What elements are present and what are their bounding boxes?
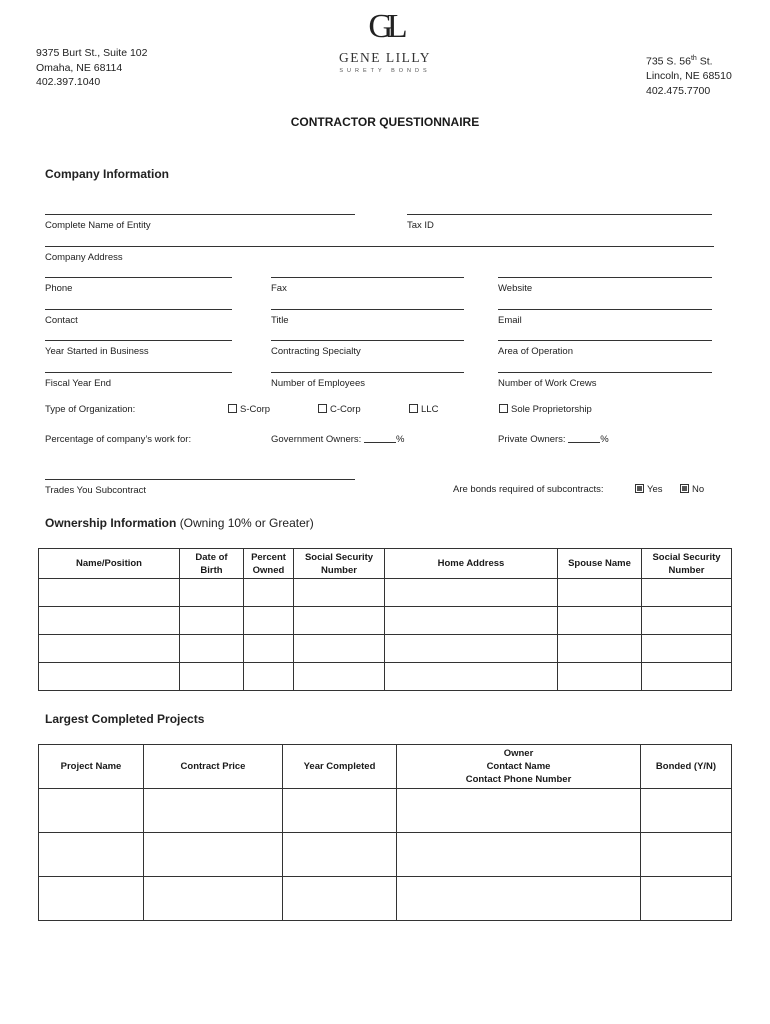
bonds-yes-checkbox[interactable]: [635, 484, 644, 493]
website-line[interactable]: [498, 277, 712, 278]
table-cell[interactable]: [39, 789, 144, 833]
table-cell[interactable]: [144, 877, 283, 921]
fiscal-year-line[interactable]: [45, 372, 232, 373]
private-owners-blank[interactable]: [568, 434, 600, 443]
table-cell[interactable]: [244, 579, 294, 607]
projects-table: [38, 744, 732, 921]
entity-name-field[interactable]: [45, 214, 355, 231]
ownership-column-header: [642, 549, 732, 579]
table-cell[interactable]: [558, 635, 642, 663]
table-cell[interactable]: [642, 635, 732, 663]
table-cell[interactable]: [641, 877, 732, 921]
trades-field[interactable]: [45, 479, 355, 496]
table-cell[interactable]: [39, 663, 180, 691]
company-address-field[interactable]: [45, 246, 714, 263]
phone-line[interactable]: [45, 277, 232, 278]
sole-prop-label: Sole Proprietorship: [511, 404, 592, 415]
website-label: Website: [498, 283, 533, 294]
table-cell[interactable]: [180, 607, 244, 635]
address-line: Lincoln, NE 68510: [646, 70, 732, 82]
area-of-operation-line[interactable]: [498, 340, 712, 341]
table-cell[interactable]: [558, 607, 642, 635]
document-title: CONTRACTOR QUESTIONNAIRE: [290, 115, 480, 129]
year-started-line[interactable]: [45, 340, 232, 341]
table-cell[interactable]: [558, 579, 642, 607]
office-address-lincoln: [646, 52, 732, 98]
projects-header-text: Project Name: [60, 761, 122, 772]
projects-header-text: Year Completed: [303, 761, 376, 772]
table-row: [39, 607, 732, 635]
table-row: [39, 635, 732, 663]
bonds-no-label: No: [692, 484, 705, 495]
table-cell[interactable]: [642, 607, 732, 635]
s-corp-label: S-Corp: [240, 404, 271, 415]
trades-label: Trades You Subcontract: [45, 485, 147, 496]
bonds-no-option[interactable]: [680, 484, 704, 495]
s-corp-option[interactable]: [228, 404, 270, 415]
specialty-label: Contracting Specialty: [271, 346, 361, 357]
contact-line[interactable]: [45, 309, 232, 310]
table-cell[interactable]: [244, 663, 294, 691]
title-line[interactable]: [271, 309, 464, 310]
table-cell[interactable]: [180, 663, 244, 691]
table-cell[interactable]: [144, 789, 283, 833]
fiscal-year-field[interactable]: [45, 372, 232, 389]
llc-option[interactable]: [409, 404, 438, 415]
ownership-heading: [45, 516, 314, 530]
government-owners-blank[interactable]: [364, 434, 396, 443]
title-label: Title: [271, 315, 289, 326]
logo-name: GENE LILLY: [339, 50, 431, 65]
table-cell[interactable]: [642, 579, 732, 607]
email-field[interactable]: [498, 309, 712, 326]
table-cell[interactable]: [39, 635, 180, 663]
table-cell[interactable]: [385, 607, 558, 635]
table-cell[interactable]: [244, 607, 294, 635]
bonds-yes-label: Yes: [647, 484, 663, 495]
projects-heading: Largest Completed Projects: [45, 712, 205, 726]
specialty-field[interactable]: [271, 340, 464, 357]
employees-field[interactable]: [271, 372, 464, 389]
ownership-column-header: [558, 549, 642, 579]
address-line: Omaha, NE 68114: [36, 61, 123, 74]
table-row: [39, 663, 732, 691]
company-address-line[interactable]: [45, 246, 714, 247]
table-cell[interactable]: [642, 663, 732, 691]
ownership-header-text: Date of: [195, 551, 228, 563]
table-cell[interactable]: [180, 635, 244, 663]
ownership-column-header: [244, 549, 294, 579]
sole-prop-option[interactable]: [499, 404, 592, 415]
projects-header-text: Contact Name: [486, 761, 551, 772]
fax-field[interactable]: [271, 277, 464, 294]
s-corp-checkbox[interactable]: [228, 404, 237, 413]
ownership-header-text: Owned: [252, 564, 285, 576]
logo-mark: GL: [368, 8, 402, 45]
logo-subtitle: SURETY BONDS: [339, 68, 431, 74]
table-cell[interactable]: [39, 877, 144, 921]
ownership-table: [38, 548, 732, 691]
table-row: [39, 789, 732, 833]
table-cell[interactable]: [641, 789, 732, 833]
company-info-heading: Company Information: [45, 167, 170, 181]
table-row: [39, 877, 732, 921]
llc-checkbox[interactable]: [409, 404, 418, 413]
employees-line[interactable]: [271, 372, 464, 373]
table-cell[interactable]: [39, 607, 180, 635]
table-cell[interactable]: [283, 833, 397, 877]
table-cell[interactable]: [283, 877, 397, 921]
private-owners-field[interactable]: [498, 434, 609, 445]
table-row: [39, 833, 732, 877]
ownership-header-text: Birth: [200, 564, 223, 576]
trades-line[interactable]: [45, 479, 355, 480]
office-address-omaha: [36, 46, 148, 90]
government-owners-field[interactable]: [271, 434, 404, 445]
ownership-header-text: Percent: [251, 551, 286, 563]
org-type-label: Type of Organization:: [45, 404, 136, 415]
contact-field[interactable]: [45, 309, 232, 326]
private-owners-label: Private Owners:: [498, 434, 566, 445]
bonds-yes-option[interactable]: [635, 484, 663, 495]
area-of-operation-field[interactable]: [498, 340, 712, 357]
ownership-header-text: Number: [321, 564, 357, 576]
c-corp-option[interactable]: [318, 404, 361, 415]
ownership-header-text: Home Address: [437, 558, 505, 569]
table-cell[interactable]: [385, 579, 558, 607]
fax-line[interactable]: [271, 277, 464, 278]
address-line: 402.475.7700: [646, 84, 711, 97]
work-crews-field[interactable]: [498, 372, 712, 389]
contact-label: Contact: [45, 315, 78, 326]
bonds-no-checkbox[interactable]: [680, 484, 689, 493]
address-line: 9375 Burt St., Suite 102: [36, 47, 148, 59]
work-percentage-label: Percentage of company’s work for:: [45, 434, 192, 445]
website-field[interactable]: [498, 277, 712, 294]
table-cell[interactable]: [294, 663, 385, 691]
table-cell[interactable]: [144, 833, 283, 877]
entity-name-label: Complete Name of Entity: [45, 220, 151, 231]
percent-sign: %: [600, 434, 609, 445]
table-cell[interactable]: [397, 877, 641, 921]
address-line: 735 S. 56th St.: [646, 55, 713, 68]
table-cell[interactable]: [244, 635, 294, 663]
table-cell[interactable]: [385, 663, 558, 691]
specialty-line[interactable]: [271, 340, 464, 341]
projects-header-text: Contract Price: [180, 761, 246, 772]
table-cell[interactable]: [39, 579, 180, 607]
percent-sign: %: [395, 434, 405, 445]
table-cell[interactable]: [397, 789, 641, 833]
projects-column-header: [144, 745, 283, 789]
year-started-label: Year Started in Business: [45, 346, 149, 357]
tax-id-label: Tax ID: [407, 220, 434, 231]
bonds-question: Are bonds required of subcontracts:: [453, 484, 604, 495]
ownership-header-row: [39, 549, 732, 579]
table-cell[interactable]: [641, 833, 732, 877]
phone-field[interactable]: [45, 277, 232, 294]
table-cell[interactable]: [39, 833, 144, 877]
ownership-column-header: [294, 549, 385, 579]
area-of-operation-label: Area of Operation: [498, 346, 573, 357]
ownership-column-header: [180, 549, 244, 579]
sole-prop-checkbox[interactable]: [499, 404, 508, 413]
projects-header-row: [39, 745, 732, 789]
c-corp-label: C-Corp: [330, 404, 361, 415]
ownership-header-text: Social Security: [652, 551, 721, 563]
company-logo: [330, 10, 440, 74]
year-started-field[interactable]: [45, 340, 232, 357]
ownership-header-text: Social Security: [304, 551, 374, 563]
projects-column-header: [641, 745, 732, 789]
projects-column-header: [283, 745, 397, 789]
ownership-column-header: [39, 549, 180, 579]
projects-header-text: Bonded (Y/N): [655, 761, 717, 772]
table-cell[interactable]: [294, 579, 385, 607]
employees-label: Number of Employees: [271, 378, 365, 389]
c-corp-checkbox[interactable]: [318, 404, 327, 413]
title-field[interactable]: [271, 309, 464, 326]
work-crews-line[interactable]: [498, 372, 712, 373]
ownership-header-text: Number: [668, 564, 705, 576]
fiscal-year-label: Fiscal Year End: [45, 378, 112, 389]
email-line[interactable]: [498, 309, 712, 310]
work-crews-label: Number of Work Crews: [498, 378, 597, 389]
projects-column-header: [397, 745, 641, 789]
table-cell[interactable]: [397, 833, 641, 877]
ownership-heading-text: Ownership Information: [45, 516, 177, 530]
llc-label: LLC: [421, 404, 439, 415]
tax-id-field[interactable]: [407, 214, 712, 231]
projects-header-text: Contact Phone Number: [465, 774, 572, 785]
table-cell[interactable]: [283, 789, 397, 833]
table-row: [39, 579, 732, 607]
company-address-label: Company Address: [45, 252, 123, 263]
address-line: 402.397.1040: [36, 76, 101, 88]
projects-column-header: [39, 745, 144, 789]
table-cell[interactable]: [294, 607, 385, 635]
fax-label: Fax: [271, 283, 287, 294]
ownership-column-header: [385, 549, 558, 579]
entity-name-line[interactable]: [45, 214, 355, 215]
ownership-header-text: Name/Position: [76, 558, 142, 569]
ownership-header-text: Spouse Name: [568, 558, 631, 569]
email-label: Email: [498, 315, 522, 326]
table-cell[interactable]: [294, 635, 385, 663]
tax-id-line[interactable]: [407, 214, 712, 215]
ownership-heading-note: (Owning 10% or Greater): [179, 516, 314, 530]
projects-header-text: Owner: [503, 748, 534, 759]
phone-label: Phone: [45, 283, 73, 294]
government-owners-label: Government Owners:: [271, 434, 362, 445]
table-cell[interactable]: [180, 579, 244, 607]
table-cell[interactable]: [385, 635, 558, 663]
table-cell[interactable]: [558, 663, 642, 691]
